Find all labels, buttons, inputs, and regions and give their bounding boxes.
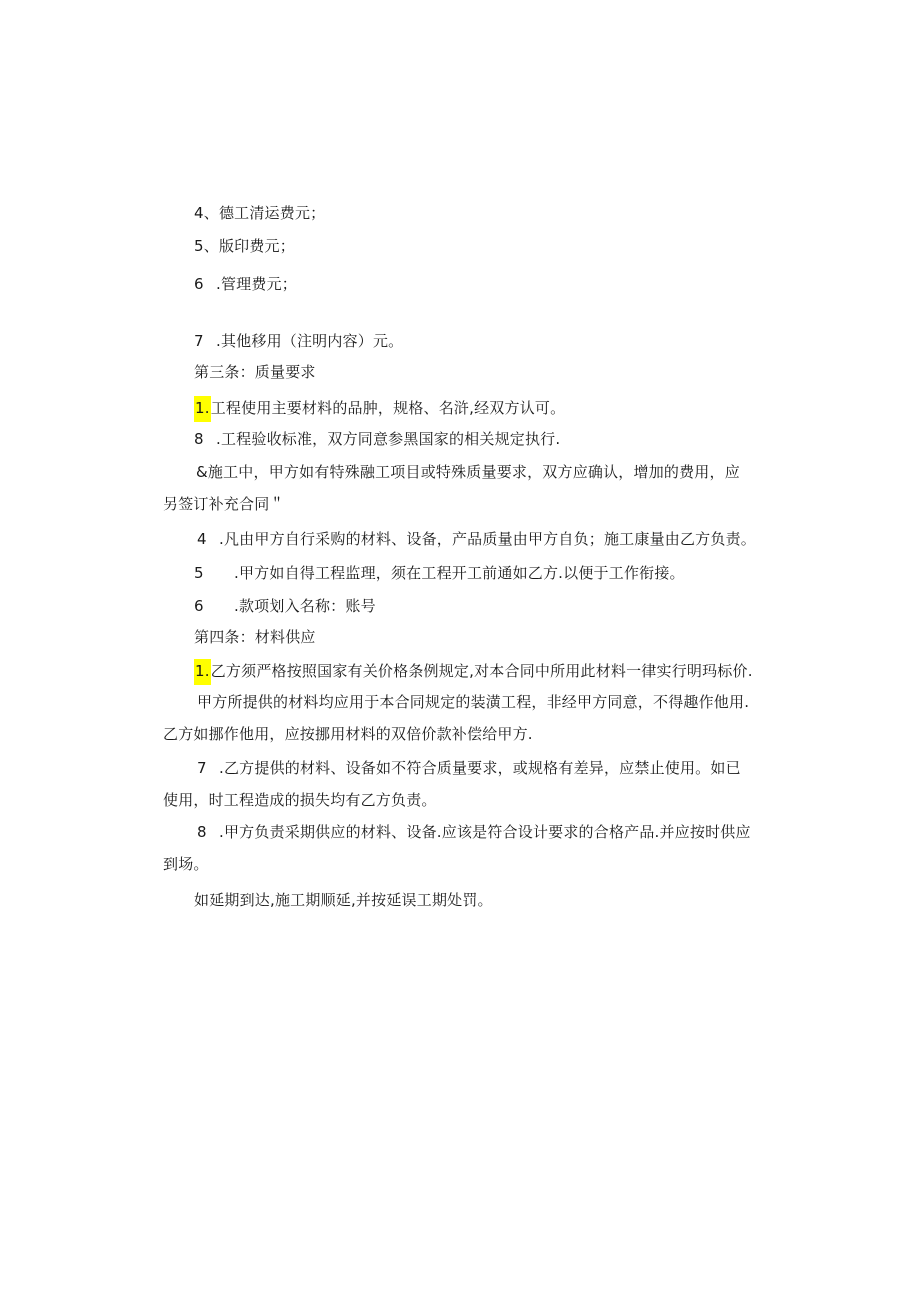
paragraph-text: 使用，时工程造成的损失均有乙方负责。 [163, 791, 437, 809]
paragraph-text: 另签订补充合同＂ [163, 495, 285, 513]
quality-paragraph-line-1 [196, 462, 740, 482]
quality-item-5 [194, 563, 685, 583]
item-text: 乙方须严格按照国家有关价格条例规定,对本合同中所用此材料一律实行明玛标价. [210, 662, 753, 680]
material-item-7 [197, 758, 741, 778]
item-text: .款项划入名称：账号 [234, 597, 376, 615]
highlighted-number: 1. [194, 396, 211, 422]
material-item-7-continued [163, 790, 437, 810]
quality-paragraph-line-2 [163, 494, 285, 514]
quality-item-8 [194, 429, 560, 449]
item-number: 5 [194, 564, 204, 582]
material-item-8-continued [163, 854, 209, 874]
cost-item-7 [194, 331, 403, 351]
item-number: 8 [194, 430, 204, 448]
item-text: .乙方提供的材料、设备如不符合质量要求，或规格有差异，应禁止使用。如已 [219, 759, 741, 777]
section-heading-3 [194, 362, 316, 382]
item-text: .凡由甲方自行采购的材料、设备，产品质量由甲方自负；施工康量由乙方负责。 [219, 530, 756, 548]
section-heading-4 [194, 627, 316, 647]
paragraph-text: &施工中，甲方如有特殊融工项目或特殊质量要求，双方应确认，增加的费用，应 [196, 463, 740, 481]
quality-item-6 [194, 596, 376, 616]
item-text: .工程验收标准，双方同意参黑国家的相关规定执行. [216, 430, 561, 448]
item-number: 5 [194, 237, 204, 255]
material-paragraph-line-1 [197, 692, 749, 712]
delay-clause [194, 890, 493, 910]
paragraph-text: 乙方如挪作他用，应按挪用材料的双倍价款补偿给甲方. [163, 725, 533, 743]
item-number: 4 [194, 204, 204, 222]
material-item-8 [197, 822, 751, 842]
paragraph-text: 甲方所提供的材料均应用于本合同规定的装潢工程，非经甲方同意，不得趣作他用. [197, 693, 750, 711]
item-number: 6 [194, 597, 204, 615]
cost-item-4 [194, 203, 325, 223]
paragraph-text: 到场。 [163, 855, 209, 873]
heading-text: 第四条：材料供应 [194, 628, 316, 646]
item-text: .甲方负责采期供应的材料、设备.应该是符合设计要求的合格产品.并应按时供应 [219, 823, 751, 841]
heading-text: 第三条：质量要求 [194, 363, 316, 381]
item-text: .管理费元； [216, 275, 297, 293]
item-text: 、版印费元； [203, 237, 295, 255]
item-text: .甲方如自得工程监理，须在工程开工前通如乙方.以便于工作衔接。 [234, 564, 685, 582]
item-text: .其他移用（注明内容）元。 [216, 332, 404, 350]
item-number: 4 [197, 530, 207, 548]
cost-item-5 [194, 236, 295, 256]
material-paragraph-line-2 [163, 724, 533, 744]
item-number: 7 [194, 332, 204, 350]
item-number: 8 [197, 823, 207, 841]
highlighted-number: 1. [194, 659, 211, 685]
quality-item-1 [194, 396, 565, 422]
item-text: 、德工清运费元； [203, 204, 326, 222]
item-number: 7 [197, 759, 207, 777]
item-number: 6 [194, 275, 204, 293]
quality-item-4 [197, 529, 756, 549]
item-text: 工程使用主要材料的品肿，规格、名浒,经双方认可。 [210, 399, 566, 417]
cost-item-6 [194, 274, 297, 294]
paragraph-text: 如延期到达,施工期顺延,并按延误工期处罚。 [194, 891, 493, 909]
material-item-1 [194, 659, 753, 685]
